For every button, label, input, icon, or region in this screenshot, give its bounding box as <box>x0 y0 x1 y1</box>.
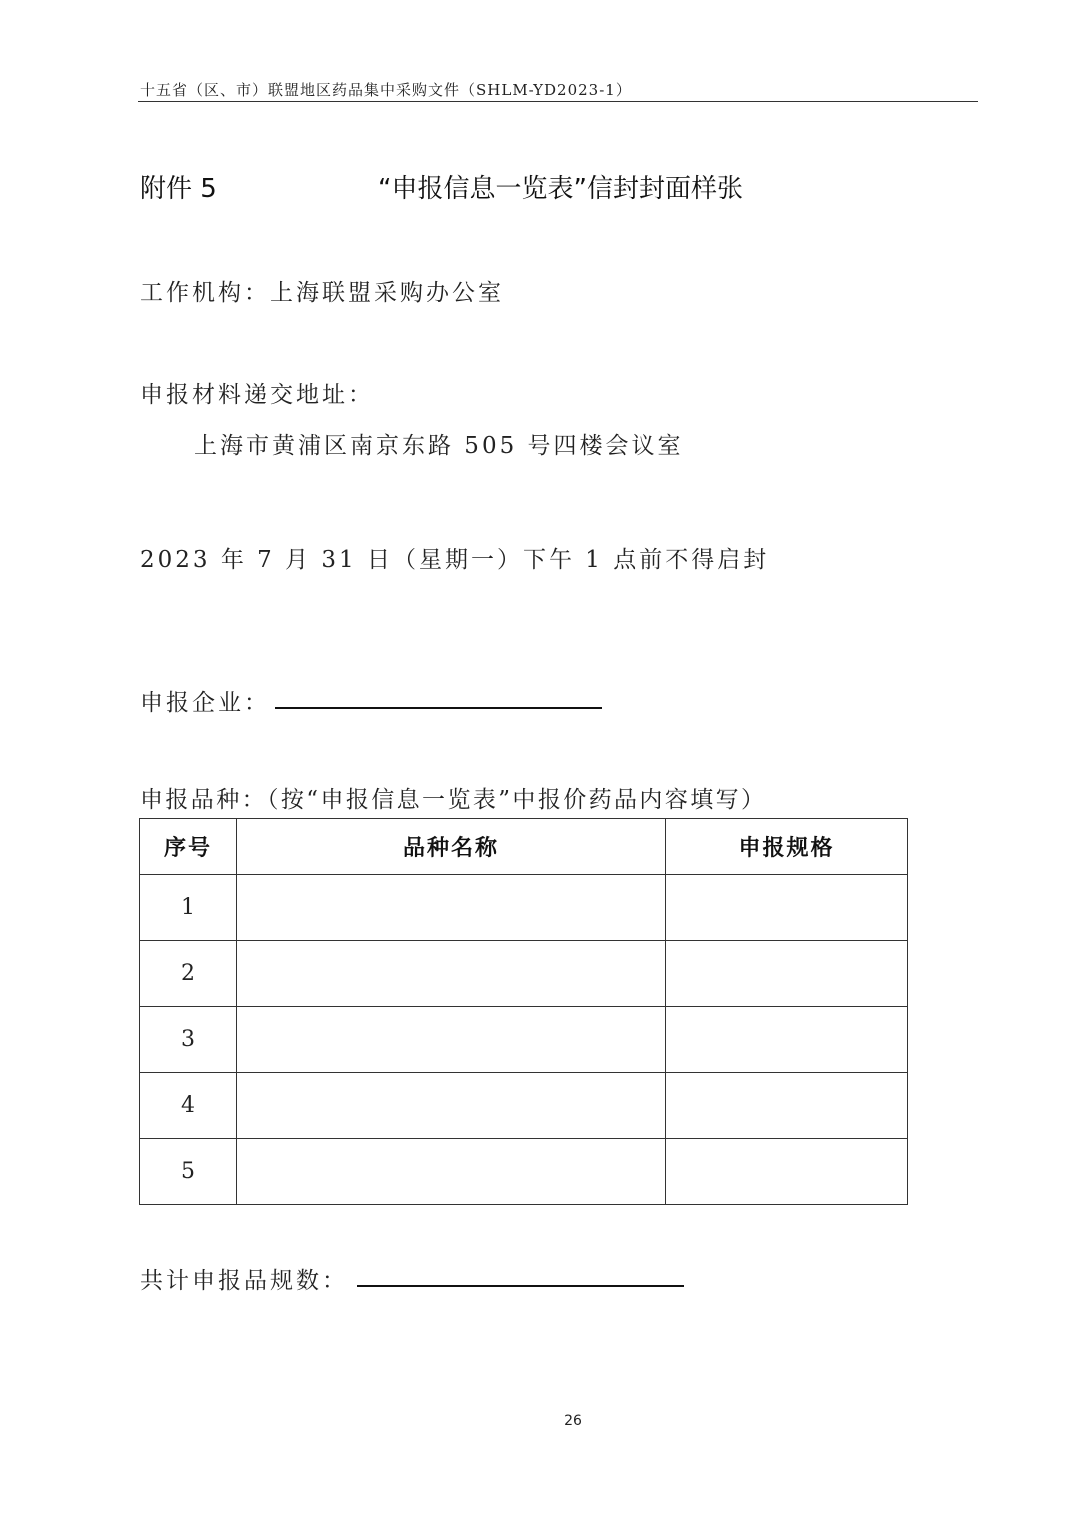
column-header-spec: 申报规格 <box>666 819 908 875</box>
variety-label: 申报品种：（按“申报信息一览表”中报价药品内容填写） <box>140 787 767 813</box>
page-title: “申报信息一览表”信封封面样张 <box>378 174 743 204</box>
column-header-seq: 序号 <box>140 819 237 875</box>
seq-cell: 5 <box>140 1139 237 1205</box>
seq-cell: 1 <box>140 875 237 941</box>
agency-line: 工作机构：上海联盟采购办公室 <box>140 280 504 306</box>
address-text: 上海市黄浦区南京东路 505 号四楼会议室 <box>194 433 684 459</box>
table-row <box>140 1139 908 1205</box>
spec-cell[interactable] <box>666 1139 908 1205</box>
total-blank-line[interactable] <box>357 1285 684 1287</box>
header-rule <box>138 101 978 102</box>
seq-cell: 3 <box>140 1007 237 1073</box>
table-row <box>140 875 908 941</box>
table-header-row <box>140 819 908 875</box>
spec-cell[interactable] <box>666 875 908 941</box>
running-header: 十五省（区、市）联盟地区药品集中采购文件（SHLM-YD2023-1） <box>140 81 632 99</box>
seq-cell: 2 <box>140 941 237 1007</box>
address-label: 申报材料递交地址： <box>140 382 374 408</box>
table-row <box>140 1007 908 1073</box>
variety-table <box>139 818 908 1205</box>
seq-cell: 4 <box>140 1073 237 1139</box>
table-row <box>140 1073 908 1139</box>
page-number: 26 <box>564 1413 582 1429</box>
seal-notice: 2023 年 7 月 31 日（星期一）下午 1 点前不得启封 <box>140 547 770 573</box>
column-header-name: 品种名称 <box>237 819 666 875</box>
name-cell[interactable] <box>237 1073 666 1139</box>
table-row <box>140 941 908 1007</box>
spec-cell[interactable] <box>666 1073 908 1139</box>
name-cell[interactable] <box>237 875 666 941</box>
spec-cell[interactable] <box>666 941 908 1007</box>
company-label: 申报企业： <box>140 690 270 716</box>
total-label: 共计申报品规数： <box>140 1268 348 1294</box>
company-blank-line[interactable] <box>275 707 602 709</box>
name-cell[interactable] <box>237 941 666 1007</box>
spec-cell[interactable] <box>666 1007 908 1073</box>
attachment-label: 附件 5 <box>140 174 217 204</box>
name-cell[interactable] <box>237 1139 666 1205</box>
name-cell[interactable] <box>237 1007 666 1073</box>
